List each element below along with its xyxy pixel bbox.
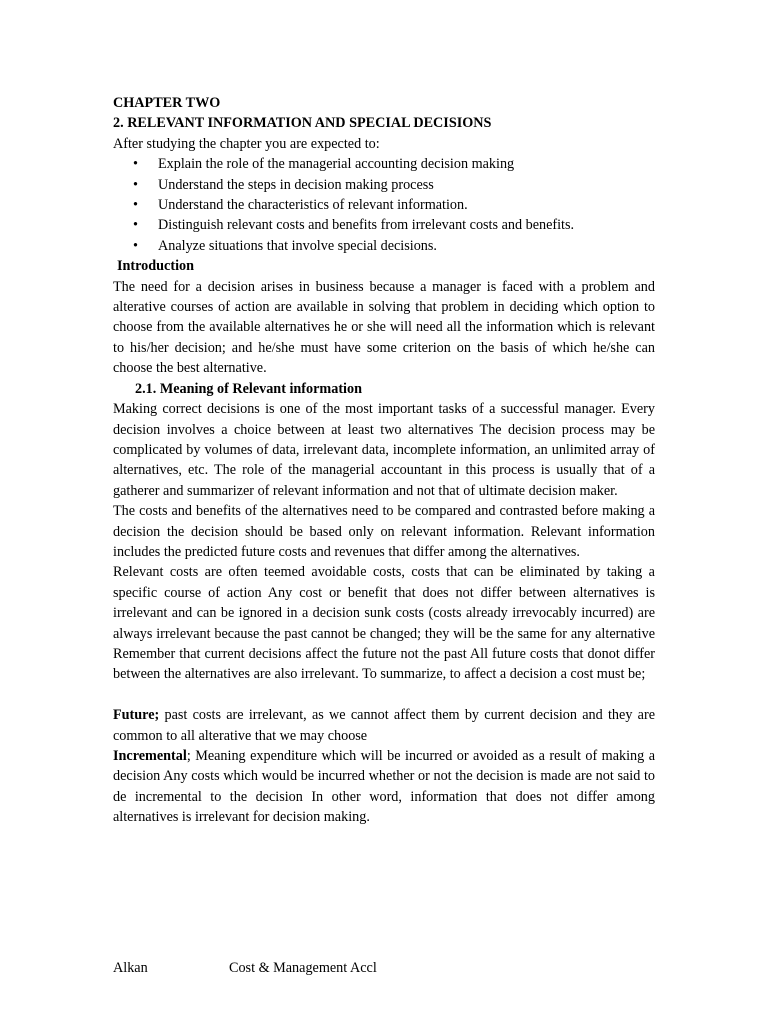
objective-item: [113, 215, 655, 235]
incremental-text: ; Meaning expenditure which will be incurred or avoided as a result of making a decision Any costs which would be incurred whether or not the decision is made are not said to de incremental to the decision In other word, information that does not differ among alternatives is irrelevant for decision making.: [113, 747, 655, 826]
introduction-heading: Introduction: [117, 258, 194, 275]
objectives-intro: After studying the chapter you are expected to:: [113, 135, 380, 152]
footer-author: Alkan: [113, 960, 148, 976]
body-paragraph: Relevant costs are often teemed avoidable costs, costs that can be eliminated by taking a specific course of action Any cost or benefit that does not differ between alternatives is irrelevant and can be ignored in a decision sunk costs (costs already irrevocably incurred) are always irrelevant because the past cannot be changed; they will be the same for any alternative Remember that current decisions affect the future not the past All future costs that donot differ between the alternatives are also irrelevant. To summarize, to affect a decision a cost must be;: [113, 564, 655, 683]
objective-item: [113, 154, 655, 174]
introduction-paragraph: The need for a decision arises in business because a manager is faced with a problem and alterative courses of action are available in solving that problem in deciding which option to choose from the available alternatives he or she will need all the information which is relevant to his/her decision; and he/she must have some criterion on the basis of which he/she can choose the best alternative.: [113, 278, 655, 377]
section-title: 2. RELEVANT INFORMATION AND SPECIAL DECISIONS: [113, 115, 492, 132]
bullet-icon: •: [133, 237, 138, 254]
document-page: [113, 93, 655, 828]
objectives-list: [113, 154, 655, 256]
objective-text: Analyze situations that involve special decisions.: [158, 237, 437, 254]
chapter-label: CHAPTER TWO: [113, 95, 221, 111]
objective-text: Distinguish relevant costs and benefits from irrelevant costs and benefits.: [158, 217, 575, 234]
objective-item: [113, 175, 655, 195]
page-footer: [113, 958, 673, 980]
blank-line: [113, 685, 655, 705]
footer-course: Cost & Management Accl: [229, 960, 377, 976]
body-paragraph: Making correct decisions is one of the most important tasks of a successful manager. Every decision involves a choice between at least two alternatives The decision process may be complicated by volumes of data, irrelevant data, incomplete information, an unlimited array of alternatives, etc. The role of the managerial accountant in this process is usually that of a gatherer and summarizer of relevant information and not that of ultimate decision maker.: [113, 401, 655, 499]
bullet-icon: •: [133, 176, 138, 193]
body-paragraph: The costs and benefits of the alternatives need to be compared and contrasted before making a decision the decision should be based only on relevant information. Relevant information includes the predicted future costs and revenues that differ among the alternatives.: [113, 503, 655, 560]
objective-text: Explain the role of the managerial accounting decision making: [158, 156, 515, 173]
objective-text: Understand the characteristics of relevant information.: [158, 197, 468, 214]
bullet-icon: •: [133, 197, 138, 214]
future-text: past costs are irrelevant, as we cannot affect them by current decision and they are common to all alterative that we may choose: [113, 707, 655, 744]
bullet-icon: •: [133, 217, 138, 234]
objective-item: [113, 195, 655, 215]
objective-text: Understand the steps in decision making process: [158, 176, 434, 193]
bullet-icon: •: [133, 156, 138, 173]
future-term: Future;: [113, 707, 160, 724]
objective-item: [113, 236, 655, 256]
future-definition: [113, 705, 655, 746]
incremental-term: Incremental: [113, 747, 187, 764]
incremental-definition: [113, 746, 655, 828]
subsection-heading: 2.1. Meaning of Relevant information: [135, 380, 362, 397]
